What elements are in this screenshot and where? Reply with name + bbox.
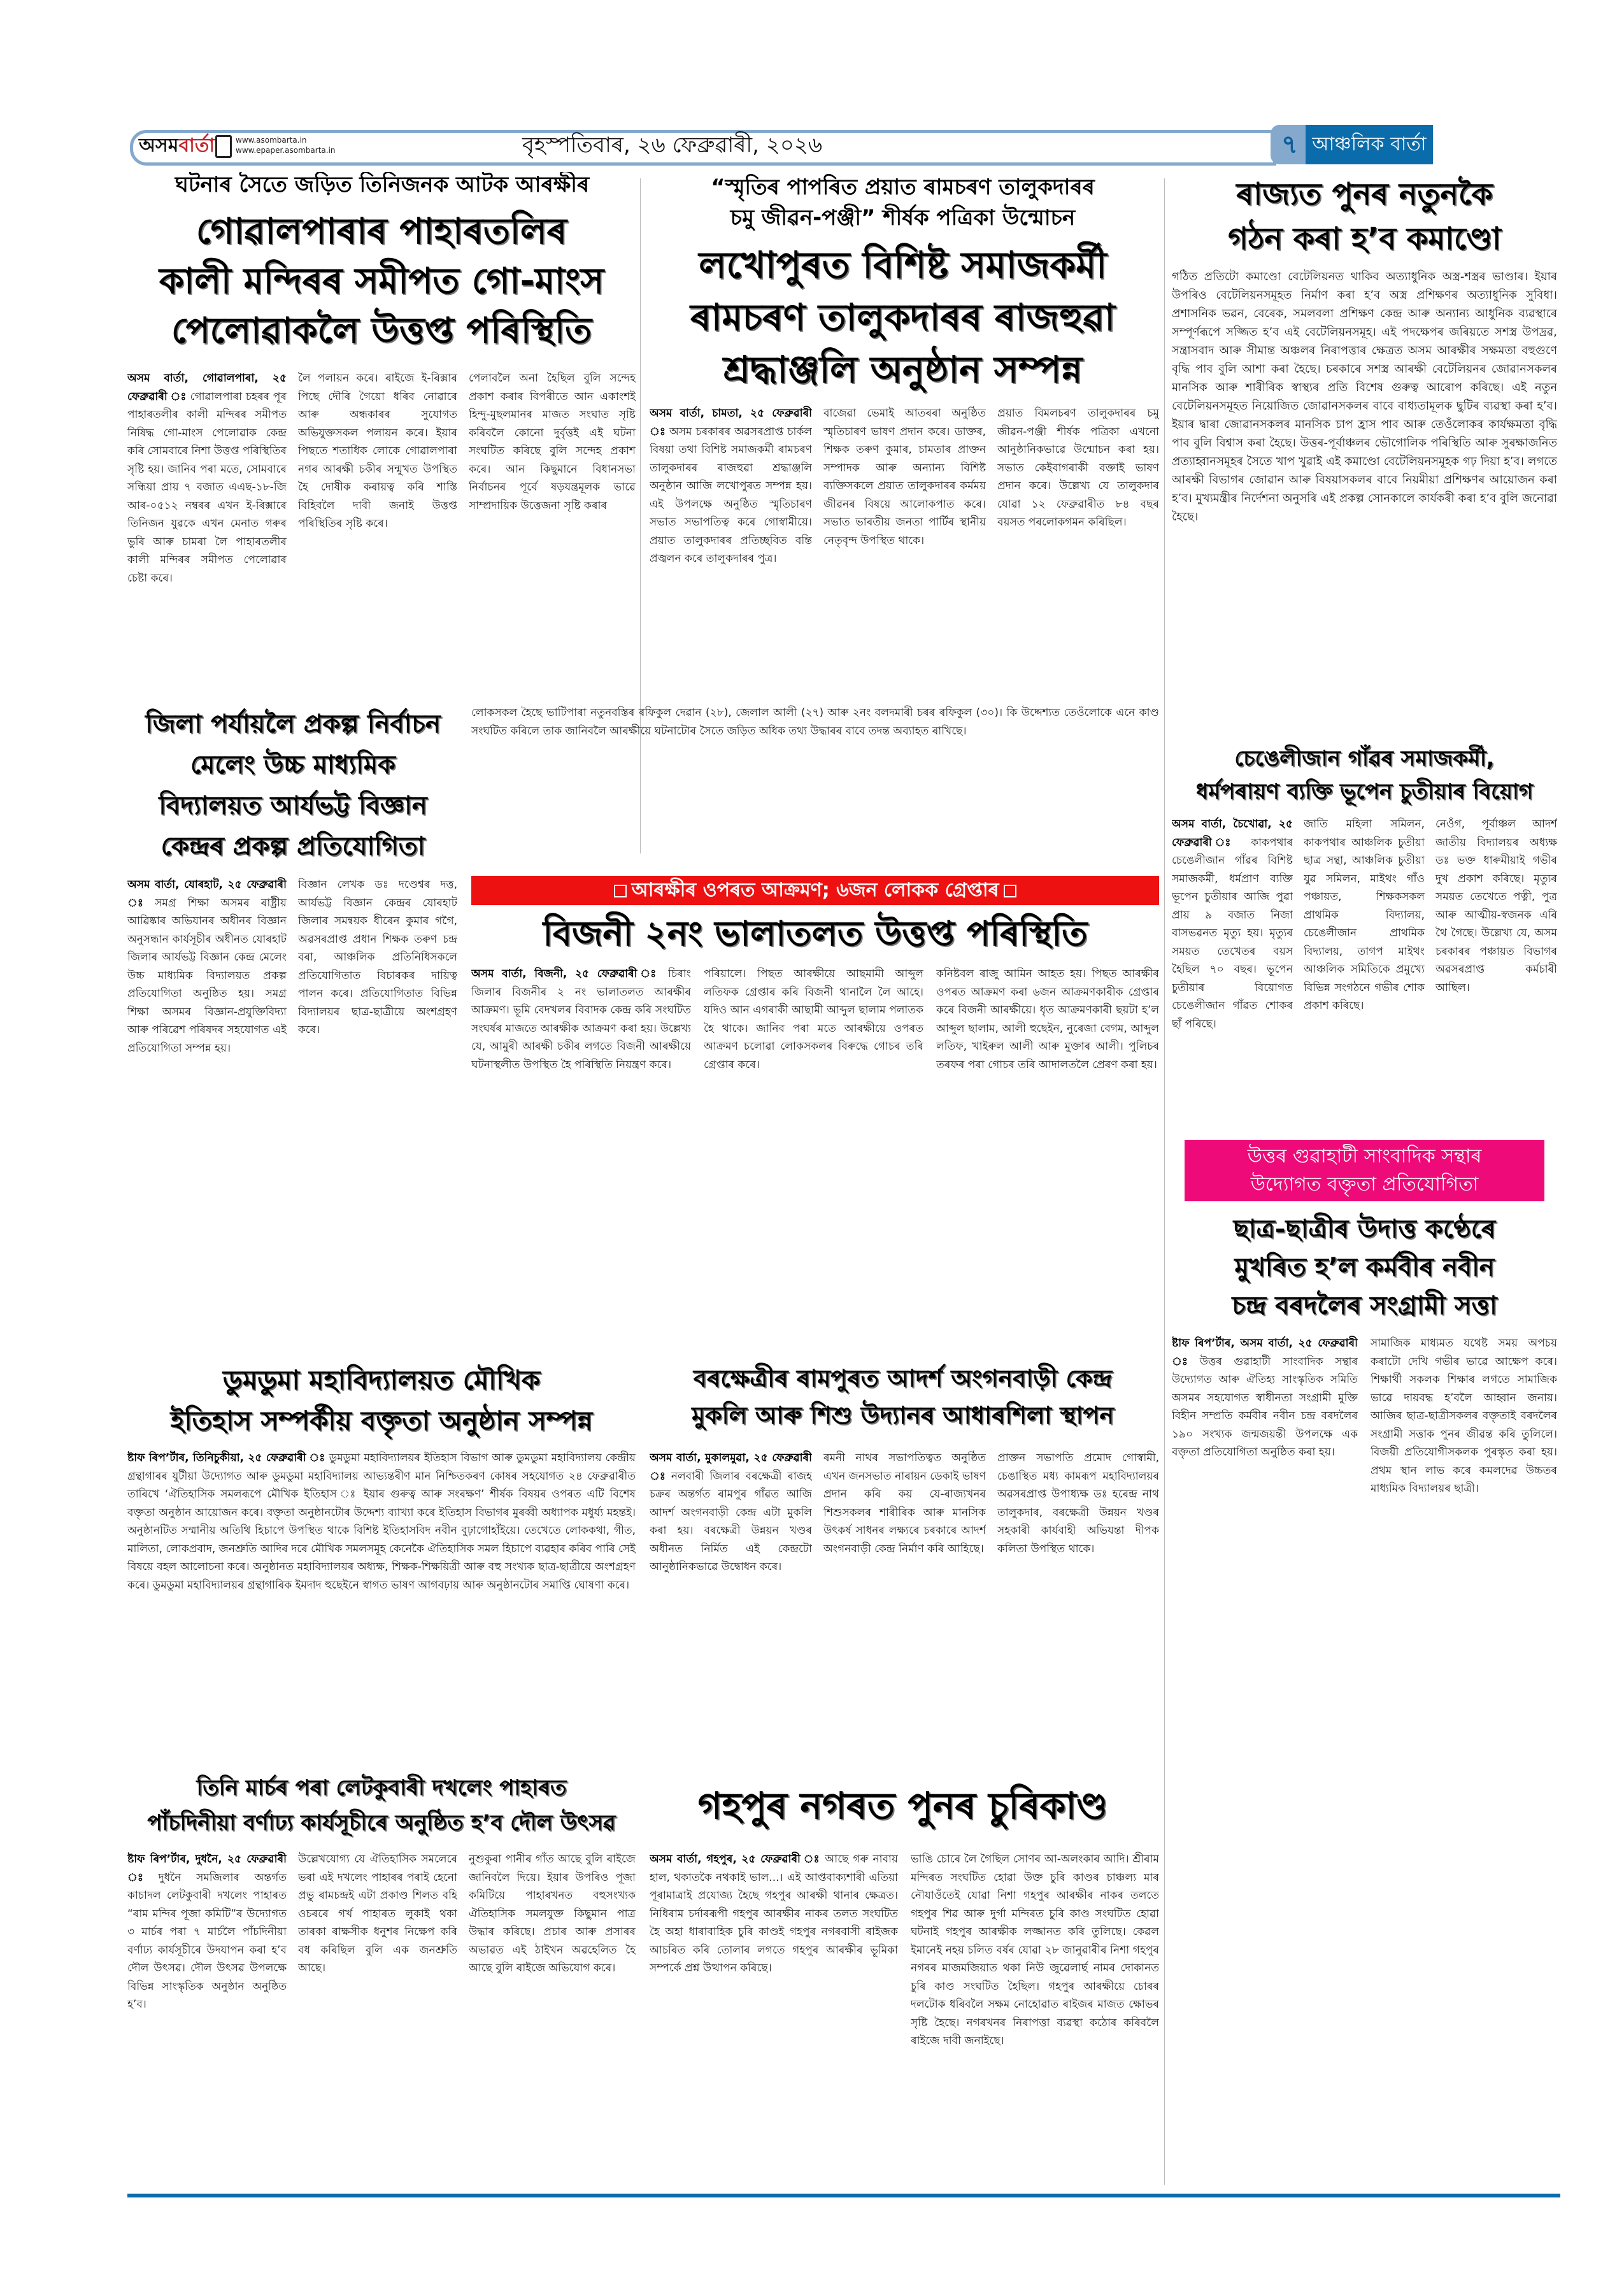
story-text: ডুমডুমা মহাবিদ্যালয়ৰ ইতিহাস বিভাগ আৰু ডুমডুমা মহাবিদ্যালয় কেন্দ্ৰীয় গ্ৰন্থাগাৰৰ যুটীয়া উদ্যোগত আৰু ডুমডুমা মহাবিদ্যালয় আভ্যন্তৰীণ মান নিশ্চিতকৰণ কোষৰ সহযোগত ২৪ ফেব্ৰুৱাৰীত তাৰিখে ‘ঐতিহাসিক সমলৰূপে মৌখিক ইতিহাস ঃ ইয়াৰ গুৰুত্ব আৰু সংৰক্ষণ’ শীৰ্ষক বিষয়ৰ ওপৰত এটি বিশেষ বক্তৃতা অনুষ্ঠান আয়োজন কৰে। বক্তৃতা অনুষ্ঠানটোৰ উদ্দেশ্য ব্যাখ্যা কৰে ইতিহাস বিভাগৰ মুৰব্বী অধ্যাপক মধুৰ্য্য মহন্তই। অনুষ্ঠানটিত সম্মানীয় অতিথি হিচাপে উপস্থিত থাকে বিশিষ্ট ইতিহাসবিদ নবীন বুঢ়াগোহাঁইয়ে। তেখেতে লোককথা, গীত, মালিতা, লোকপ্ৰবাদ, জনশ্ৰুতি আদিৰ দৰে মৌখিক সমলসমূহ কেনেকৈ ঐতিহাসিক সমল হিচাপে ব্যৱহাৰ কৰিব পাৰি সেই বিষয়ে বহল আলোচনা কৰে। অনুষ্ঠানত মহাবিদ্যালয়ৰ অধ্যক্ষ, শিক্ষক-শিক্ষয়িত্ৰী আৰু বহু সংখ্যক ছাত্ৰ-ছাত্ৰীয়ে অংশগ্ৰহণ কৰে। ডুমডুমা মহাবিদ্যালয়ৰ গ্ৰন্থাগাৰিক ইমদাদ হুছেইনে স্বাগত ভাষণ আগবঢ়ায় আৰু অনুষ্ঠানটোৰ সমাপ্তি ঘোষণা কৰে। bbox=[127, 1452, 636, 1592]
headline-line: মুকলি আৰু শিশু উদ্যানৰ আধাৰশিলা স্থাপন bbox=[691, 1401, 1115, 1429]
story-body-column bbox=[127, 369, 287, 696]
headline-line: মেলেং উচ্চ মাধ্যমিক bbox=[190, 750, 396, 780]
story-text: অসম চৰকাৰৰ অৱসৰপ্ৰাপ্ত চাৰ্কল বিষয়া তথা বিশিষ্ট সমাজকৰ্মী ৰামচৰণ তালুকদাৰৰ ৰাজহুৱা শ্ৰদ্ধাঞ্জলি অনুষ্ঠান আজি লখোপুৰত সম্পন্ন হয়। এই উপলক্ষে অনুষ্ঠিত স্মৃতিচাৰণ সভাত সভাপতিত্ব কৰে গোস্বামীয়ে। প্ৰয়াত তালুকদাৰৰ প্ৰতিচ্ছবিত বন্তি প্ৰজ্বলন কৰে তালুকদাৰৰ পুত্ৰ। bbox=[650, 425, 812, 565]
story-text: উত্তৰ গুৱাহাটী সাংবাদিক সন্থাৰ উদ্যোগত আৰু ঐতিহ্য সাংস্কৃতিক সমিতি অসমৰ সহযোগত স্বাধীনতা সংগ্ৰামী মুক্তি বিহীন সম্প্ৰতি কৰ্মবীৰ নবীন চন্দ্ৰ বৰদলৈৰ ১৯০ সংখ্যক জন্মজয়ন্তী উপলক্ষে এক বক্তৃতা প্ৰতিযোগিতা অনুষ্ঠিত কৰা হয়। bbox=[1172, 1355, 1358, 1459]
headline-line: মুখৰিত হ’ল কৰ্মবীৰ নবীন bbox=[1234, 1253, 1495, 1282]
story-dateline: অসম বাৰ্তা, গোৱালপাৰা, ২৫ ফেব্ৰুৱাৰী ঃ bbox=[127, 372, 287, 403]
story-headline: গহপুৰ নগৰত পুনৰ চুৰিকাণ্ড bbox=[697, 1784, 1108, 1827]
headline-line: চেঙেলীজান গাঁৱৰ সমাজকৰ্মী, bbox=[1234, 746, 1495, 771]
story-body-column: লোকসকল হৈছে ভাটিপাৰা নতুনবস্তিৰ ৰফিকুল দেৱান (২৮), জেলাল আলী (২৭) আৰু ২নং বলদমাৰী চৰৰ ৰফিকুল (৩০)। কি উদ্দেশ্যত তেওঁলোকে এনে কাণ্ড সংঘটিত কৰিলে তাক জানিবলৈ আৰক্ষীয়ে ঘটনাটোৰ সৈতে জড়িত অধিক তথ্য উদ্ধাৰৰ বাবে তদন্ত অব্যাহত ৰাখিছে। bbox=[471, 706, 1159, 738]
story-text: গহপুৰ আৰক্ষীয়ে চোৰৰ দলটোক ধৰিবলৈ সক্ষম নোহোৱাত ৰাইজৰ মাজত ক্ষোভৰ সৃষ্টি হৈছে। নগৰখনৰ নিৰাপত্তা ব্যৱস্থা কঠোৰ কৰিবলৈ ৰাইজে দাবী জনাইছে। bbox=[911, 1980, 1159, 2047]
story-text: কাকপথাৰ চেঙেলীজান গাঁৱৰ বিশিষ্ট সমাজকৰ্মী, ধৰ্মপ্ৰাণ ব্যক্তি ভূপেন চুতীয়াৰ আজি পুৱা প্ৰায় ৯ বজাত নিজা বাসভৱনত মৃত্যু হয়। মৃত্যুৰ সময়ত তেখেতৰ বয়স হৈছিল ৭০ বছৰ। ভূপেন চুতীয়াৰ বিয়োগত চেঙেলীজান গাঁৱত শোকৰ ছাঁ পৰিছে। bbox=[1172, 836, 1293, 1031]
story-kicker: ঘটনাৰ সৈতে জড়িত তিনিজনক আটক আৰক্ষীৰ bbox=[175, 172, 590, 197]
headline-line: ৰাজ্যত পুনৰ নতুনকৈ bbox=[1236, 176, 1493, 212]
story-body-column bbox=[127, 876, 287, 1348]
story-body-column bbox=[650, 1449, 812, 1758]
story-text: সমগ্ৰ শিক্ষা অসমৰ ৰাষ্ট্ৰীয় আৱিষ্কাৰ অভিযানৰ অধীনৰ বিজ্ঞান অনুসন্ধান কাৰ্যসূচীৰ অধীনত যোৰহাট জিলাৰ আৰ্যভট্ট বিজ্ঞান কেন্দ্ৰ মেলেং উচ্চ মাধ্যমিক বিদ্যালয়ত প্ৰকল্প প্ৰতিযোগিতা অনুষ্ঠিত হয়। সমগ্ৰ শিক্ষা অসমৰ বিজ্ঞান-প্ৰযুক্তিবিদ্যা আৰু পৰিৱেশ পৰিষদৰ সহযোগত এই প্ৰতিযোগিতা সম্পন্ন হয়। bbox=[127, 896, 287, 1055]
newspaper-page bbox=[127, 121, 1560, 2197]
story-body-column: বিজ্ঞান লেখক ডঃ দণ্ডেশ্বৰ দত্ত, আৰ্যভট্ট বিজ্ঞান কেন্দ্ৰৰ যোৰহাট জিলাৰ সমন্বয়ক ধীৰেন কুমাৰ গগৈ, অৱসৰপ্ৰাপ্ত প্ৰধান শিক্ষক তৰুণ চন্দ্ৰ বৰা, আঞ্চলিক প্ৰতিনিধিসকলে প্ৰতিযোগিতাত বিচাৰকৰ দায়িত্ব পালন কৰে। প্ৰতিযোগিতাত বিভিন্ন বিদ্যালয়ৰ ছাত্ৰ-ছাত্ৰীয়ে অংশগ্ৰহণ কৰে। bbox=[298, 878, 457, 1036]
story-banner bbox=[471, 876, 1159, 905]
story-body-column: ৰমনী নাথৰ সভাপতিত্বত অনুষ্ঠিত এখন জনসভাত নাৰায়ন ডেকাই ভাষণ প্ৰদান কৰি কয় যে-ৰাজ্যখনৰ শিশুসকলৰ শাৰীৰিক আৰু মানসিক উৎকৰ্ষ সাধনৰ লক্ষ্যৰে চৰকাৰে আদৰ্শ অংগনবাড়ী কেন্দ্ৰ নিৰ্মাণ কৰি আহিছে। bbox=[823, 1452, 986, 1555]
story-headline bbox=[1172, 742, 1557, 808]
bullet-box-icon bbox=[614, 885, 627, 897]
story-dateline: অসম বাৰ্তা, চামতা, ২৫ ফেব্ৰুৱাৰী ঃ bbox=[650, 407, 812, 438]
story-body-column: লৈ পলায়ন কৰে। ৰাইজে ই-ৰিক্সাৰ পিছে দৌৰি গৈয়ো ধৰিব নোৱাৰে আৰু অন্ধকাৰৰ সুযোগত অভিযুক্তসকল পলায়ন কৰে। ইয়াৰ পিছতে শতাধিক লোকে গোৱালপাৰা নগৰ আৰক্ষী চকীৰ সন্মুখত উপস্থিত হৈ দোষীক কৰায়ত্ব কৰি শাস্তি বিহিবলৈ দাবী জনাই উত্তপ্ত পৰিস্থিতিৰ সৃষ্টি কৰে। bbox=[298, 372, 457, 530]
headline-line: শ্ৰদ্ধাঞ্জলি অনুষ্ঠান সম্পন্ন bbox=[723, 348, 1083, 391]
story-body-column: কনিষ্টবল ৰাজু আমিন আহত হয়। পিছত আৰক্ষীৰ ওপৰত আক্ৰমণ কৰা ৬জন আক্ৰমণকাৰীক গ্ৰেপ্তাৰ কৰে বিজনী আৰক্ষীয়ে। ধৃত আক্ৰমণকাৰী ছয়টা হ’ল আব্দুল ছালাম, আলী হুছেইন, নুৰেজা বেগম, আব্দুল লতিফ, খাইৰুল আলী আৰু মুক্তাৰ আলী। পুলিচৰ তৰফৰ পৰা গোচৰ তৰি আদালতলৈ প্ৰেৰণ কৰা হয়। bbox=[936, 968, 1159, 1071]
story-body-column bbox=[650, 1850, 898, 2177]
headline-line: ছাত্ৰ-ছাত্ৰীৰ উদাত্ত কণ্ঠেৰে bbox=[1233, 1215, 1496, 1244]
story-text: আছে গৰু নাবায় হাল, থকাতকৈ নথকাই ভাল...। এই আপ্তবাক্যশাৰী এতিয়া পূৰামাত্ৰাই প্ৰযোজ্য হৈছে গহপুৰ আৰক্ষী থানাৰ ক্ষেত্ৰত। নিধিৰাম চৰ্দাৰৰূপী গহপুৰ আৰক্ষীৰ নাকৰ তলত সংঘটিত হৈ অহা ধাৰাবাহিক চুৰি কাণ্ডই গহপুৰ নগৰবাসী ৰাইজক আচৰিত কৰি তোলাৰ লগতে গহপুৰ আৰক্ষীৰ ভূমিকা সম্পৰ্কে প্ৰশ্ন উত্থাপন কৰিছে। bbox=[650, 1853, 898, 1975]
headline-line: বৰক্ষেত্ৰীৰ ৰামপুৰত আদৰ্শ অংগনবাড়ী কেন্দ্ৰ bbox=[693, 1364, 1113, 1392]
headline-line: ইতিহাস সম্পৰ্কীয় বক্তৃতা অনুষ্ঠান সম্পন্ন bbox=[170, 1405, 593, 1436]
story-body-column: পৰিয়ালে। পিছত আৰক্ষীয়ে আছমামী আব্দুল লতিফক গ্ৰেপ্তাৰ কৰি বিজনী থানালৈ লৈ আহে। যদিও আন এগৰাকী আছামী আব্দুল ছালাম পলাতক হৈ থাকে। জানিব পৰা মতে আৰক্ষীয়ে ওপৰত আক্ৰমণ চলোৱা লোকসকলৰ বিৰুদ্ধে গোচৰ তৰি গ্ৰেপ্তাৰ কৰে। bbox=[704, 968, 923, 1071]
headline-line: বিদ্যালয়ত আৰ্যভট্ট বিজ্ঞান bbox=[159, 791, 427, 820]
story-dateline: ষ্টাফ ৰিপ’ৰ্টাৰ, তিনিচুকীয়া, ২৫ ফেব্ৰুৱাৰী ঃ bbox=[127, 1452, 325, 1464]
story-dateline: অসম বাৰ্তা, মুকালমুৱা, ২৫ ফেব্ৰুৱাৰী ঃ bbox=[650, 1452, 812, 1483]
story-headline bbox=[127, 207, 636, 360]
headline-line: ৰামচৰণ তালুকদাৰৰ ৰাজহুৱা bbox=[690, 296, 1115, 339]
story-body-column: নেওঁগ, পূৰ্বাঞ্চল আদৰ্শ জাতীয় বিদ্যালয়ৰ অধ্যক্ষ ডঃ ভক্ত ধাৰুমীয়াই গভীৰ দুখ প্ৰকাশ কৰিছে। মৃত্যুৰ সময়ত তেখেতে পত্নী, পুত্ৰ আৰু আত্মীয়-স্বজনক এৰি থৈ গৈছে। উল্লেখ্য যে, অসম চৰকাৰৰ পঞ্চায়ত বিভাগৰ অৱসৰপ্ৰাপ্ত কৰ্মচাৰী আছিল। bbox=[1435, 818, 1557, 994]
banner-text: আৰক্ষীৰ ওপৰত আক্ৰমণ; ৬জন লোকক গ্ৰেপ্তাৰ bbox=[631, 879, 999, 901]
story-body-column bbox=[911, 1850, 1159, 2177]
story-dateline: অসম বাৰ্তা, যোৰহাট, ২৫ ফেব্ৰুৱাৰী ঃ bbox=[127, 878, 287, 910]
headline-line: গোৱালপাৰাৰ পাহাৰতলিৰ bbox=[196, 211, 567, 252]
story-kicker bbox=[646, 172, 1159, 233]
headline-line: গঠন কৰা হ’ব কমাণ্ডো bbox=[1228, 221, 1501, 257]
story-body-column: নুশুকুৰা পানীৰ গাঁত আছে বুলি ৰাইজে জানিবলৈ দিয়ে। ইয়াৰ উপৰিও পূজা কমিটিয়ে পাহাৰখনত বহুসংখ্যক ঐতিহাসিক সমলযুক্ত কিছুমান পাত্ৰ উদ্ধাৰ কৰিছে। প্ৰচাৰ আৰু প্ৰসাৰৰ অভাৱত এই ঠাইখন অৱহেলিত হৈ আছে বুলি ৰাইজে অভিযোগ কৰে। bbox=[469, 1853, 636, 1975]
story-headline bbox=[1172, 1210, 1557, 1325]
story-body-column bbox=[1172, 815, 1293, 1124]
headline-line: কেন্দ্ৰৰ প্ৰকল্প প্ৰতিযোগিতা bbox=[160, 832, 425, 861]
story-text: চিৰাং জিলাৰ বিজনীৰ ২ নং ভালাতলত আৰক্ষীৰ আক্ৰমণ। ভূমি বেদখলৰ বিবাদক কেন্দ্ৰ কৰি সংঘটিত সংঘৰ্ষৰ মাজতে আৰক্ষীক আক্ৰমণ কৰা হয়। উল্লেখ্য যে, আমুৰী আৰক্ষী চকীৰ লগতে বিজনী আৰক্ষীয়ে ঘটনাস্থলীত উপস্থিত হৈ পৰিস্থিতি নিয়ন্ত্ৰণ কৰে। bbox=[471, 968, 691, 1071]
story-headline bbox=[646, 1360, 1159, 1434]
headline-line: পাঁচদিনীয়া বৰ্ণাঢ্য কাৰ্যসূচীৰে অনুষ্ঠিত হ’ব দৌল উৎসৱ bbox=[147, 1810, 616, 1836]
website-url[interactable]: www.asombarta.in bbox=[236, 136, 307, 145]
issue-date: বৃহস্পতিবাৰ, ২৬ ফেব্ৰুৱাৰী, ২০২৬ bbox=[522, 132, 823, 158]
story-headline bbox=[127, 704, 459, 867]
website-urls bbox=[236, 135, 336, 155]
story-text: গোৱালপাৰা চহৰৰ পূৰ পাহাৰতলীৰ কালী মন্দিৰৰ সমীপত নিষিদ্ধ গো-মাংস পেলোৱাক কেন্দ্ৰ কৰি সোমবাৰে নিশা উত্তপ্ত পৰিস্থিতিৰ সৃষ্টি হয়। জানিব পৰা মতে, সোমবাৰে সন্ধিয়া প্ৰায় ৭ বজাত এএছ-১৮-জি আৰ-০৫১২ নম্বৰৰ এখন ই-ৰিক্সাৰে তিনিজন যুৱকে এখন মেনাত গৰুৰ ভুৰি আৰু চামৰা লৈ পাহাৰতলীৰ কালী মন্দিৰৰ সমীপত পেলোৱাৰ চেষ্টা কৰে। bbox=[127, 390, 287, 585]
story-body-column: প্ৰয়াত বিমলচৰণ তালুকদাৰৰ চমু জীৱন-পঞ্জী শীৰ্ষক পত্ৰিকা এখনো আনুষ্ঠানিকভাৱে উন্মোচন কৰা হয়। সভাত কেইবাগৰাকী বক্তাই ভাষণ প্ৰদান কৰে। উল্লেখ্য যে তালুকদাৰ যোৱা ১২ ফেব্ৰুৱাৰীত ৮৪ বছৰ বয়সত পৰলোকগমন কৰিছিল। bbox=[997, 407, 1159, 529]
logo-text-accent: বাৰ্তা bbox=[178, 134, 215, 157]
device-icon bbox=[215, 135, 232, 158]
page-number: ৭ bbox=[1271, 125, 1309, 164]
bullet-box-icon bbox=[1004, 885, 1016, 897]
headline-line: পেলোৱাকলৈ উত্তপ্ত পৰিস্থিতি bbox=[171, 310, 592, 352]
story-body-column: সামাজিক মাধ্যমত যথেষ্ট সময় অপচয় কৰাটো দেখি গভীৰ ভাৱে আক্ষেপ কৰে। শিক্ষাৰ্থী সকলক শিক্ষাৰ লগতে সামাজিক ভাৱে দায়বদ্ধ হ’বলৈ আহ্বান জনায়। আজিৰ ছাত্ৰ-ছাত্ৰীসকলৰ বক্তৃতাই বৰদলৈৰ সংগ্ৰামী সত্তাক পুনৰ জীৱন্ত কৰি তুলিলে। বিজয়ী প্ৰতিযোগীসকলক পুৰস্কৃত কৰা হয়। প্ৰথম স্থান লাভ কৰে কমলদেৱ উচ্চতৰ মাধ্যমিক বিদ্যালয়ৰ ছাত্ৰী। bbox=[1371, 1337, 1557, 1495]
story-dateline: ষ্টাফ ৰিপ’ৰ্টাৰ, দুধনৈ, ২৫ ফেব্ৰুৱাৰী ঃ bbox=[127, 1853, 287, 1884]
headline-line: চন্দ্ৰ বৰদলৈৰ সংগ্ৰামী সত্তা bbox=[1232, 1291, 1497, 1320]
headline-line: তিনি মাৰ্চৰ পৰা লেটকুবাৰী দখলেং পাহাৰত bbox=[196, 1775, 567, 1801]
headline-line: লখোপুৰত বিশিষ্ট সমাজকৰ্মী bbox=[699, 243, 1107, 287]
story-body-column bbox=[471, 965, 691, 1346]
kicker-line: চমু জীৱন-পঞ্জী” শীৰ্ষক পত্ৰিকা উন্মোচন bbox=[730, 205, 1076, 231]
banner-line: উত্তৰ গুৱাহাটী সাংবাদিক সন্থাৰ bbox=[1247, 1145, 1482, 1168]
story-text: দুধনৈ সমজিলাৰ অন্তৰ্গত কাচাদল লেটকুবাৰী দখলেং পাহাৰত “ৰাম মন্দিৰ পূজা কমিটি”ৰ উদ্যোগত ৩ মাৰ্চৰ পৰা ৭ মাৰ্চলৈ পাঁচদিনীয়া বৰ্ণাঢ্য কাৰ্যসূচীৰে উদযাপন কৰা হ’ব দৌল উৎসৱ। দৌল উৎসৱ উপলক্ষে বিভিন্ন সাংস্কৃতিক অনুষ্ঠান অনুষ্ঠিত হ’ব। bbox=[127, 1871, 287, 2011]
story-body-column: প্ৰাক্তন সভাপতি প্ৰমোদ গোস্বামী, চেঙাস্থিত মধ্য কামৰূপ মহাবিদ্যালয়ৰ অৱসৰপ্ৰাপ্ত উপাধ্যক্ষ ডঃ হৰেন্দ্ৰ নাথ তালুকদাৰ, বৰক্ষেত্ৰী উন্নয়ন খণ্ডৰ সহকাৰী কাৰ্যবাহী অভিযন্তা দীপক কলিতা উপস্থিত থাকে। bbox=[997, 1452, 1159, 1555]
story-headline bbox=[127, 1360, 636, 1441]
headline-line: ডুমডুমা মহাবিদ্যালয়ত মৌখিক bbox=[222, 1364, 541, 1396]
story-body-column: পেলাবলৈ অনা হৈছিল বুলি সন্দেহ প্ৰকাশ কৰাৰ বিপৰীতে আন একাংশই হিন্দু-মুছলমানৰ মাজত সংঘাত সৃষ্টি কৰিবলৈ কোনো দুৰ্বৃত্তই এই ঘটনা সংঘটিত কৰিছে বুলি সন্দেহ প্ৰকাশ কৰে। আন কিছুমানে বিধানসভা নিৰ্বাচনৰ পূৰ্বে ষড়যন্ত্ৰমূলক ভাৱে সাম্প্ৰদায়িক উত্তেজনা সৃষ্টি কৰাৰ bbox=[469, 372, 636, 512]
story-dateline: অসম বাৰ্তা, বিজনী, ২৫ ফেব্ৰুৱাৰী ঃ bbox=[471, 968, 660, 980]
newspaper-logo bbox=[139, 135, 215, 157]
column-divider bbox=[1164, 178, 1165, 2185]
story-dateline: অসম বাৰ্তা, গহপুৰ, ২৫ ফেব্ৰুৱাৰী ঃ bbox=[650, 1853, 821, 1866]
story-banner bbox=[1185, 1140, 1544, 1201]
banner-line: উদ্যোগত বক্তৃতা প্ৰতিযোগিতা bbox=[1250, 1173, 1479, 1196]
story-dateline: অসম বাৰ্তা, চৈখোৱা, ২৫ ফেব্ৰুৱাৰী ঃ bbox=[1172, 818, 1293, 849]
page-bottom-rule bbox=[127, 2194, 1560, 2197]
story-headline: বিজনী ২নং ভালাতলত উত্তপ্ত পৰিস্থিতি bbox=[543, 913, 1088, 954]
story-text: ভাঙি চোৰে লৈ গৈছিল সোণৰ আ-অলংকাৰ আদি। শ্ৰীৰাম মন্দিৰত সংঘটিত হোৱা উক্ত চুৰি কাণ্ডৰ চাঞ্চল্য মাৰ নৌযাওঁতেই যোৱা নিশা গহপুৰ আৰক্ষীৰ নাকৰ তলতে গহপুৰ শিৱ আৰু দুৰ্গা মন্দিৰত চুৰি কাণ্ড সংঘটিত হোৱা ঘটনাই গহপুৰ আৰক্ষীক লজ্জানত কৰি তুলিছে। কেৱল ইমানেই নহয় চলিত বৰ্ষৰ যোৱা ২৮ জানুৱাৰীৰ নিশা গহপুৰ নগৰৰ মাজমজিয়াত থকা নিউ জুৱেলাৰ্ছ নামৰ দোকানত চুৰি কাণ্ড সংঘটিত হৈছিল। bbox=[911, 1853, 1159, 1993]
story-body-column: জাতি মহিলা সমিলন, কাকপথাৰ আঞ্চলিক চুতীয়া ছাত্ৰ সন্থা, আঞ্চলিক চুতীয়া যুৱ সমিলন, মাইথং গাঁও পঞ্চায়ত, শিক্ষকসকল প্ৰাথমিক বিদ্যালয়, চেঙেলীজান প্ৰাথমিক বিদ্যালয়, তাগপ মাইথং আঞ্চলিক সমিতিকে প্ৰমুখ্যে বিভিন্ন সংগঠনে গভীৰ শোক প্ৰকাশ কৰিছে। bbox=[1304, 818, 1425, 1012]
headline-line: ধৰ্মপৰায়ণ ব্যক্তি ভূপেন চুতীয়াৰ বিয়োগ bbox=[1196, 779, 1533, 804]
story-headline bbox=[1172, 172, 1557, 261]
story-body-column: উল্লেখযোগ্য যে ঐতিহাসিক সমলেৰে ভৰা এই দখলেং পাহাৰৰ পৰাই হেনো প্ৰভু ৰামচন্দ্ৰই এটা প্ৰকাণ্ড শিলত বহি ওচৰৰে গৰ্খ পাহাৰত লুকাই থকা তাৰকা ৰাক্ষসীক ধনুশৰ নিক্ষেপ কৰি বধ কৰিছিল বুলি এক জনশ্ৰুতি আছে। bbox=[298, 1853, 457, 1975]
story-body-column: বাজেৱা ভেমাই আতৰৰা অনুষ্ঠিত স্মৃতিচাৰণ ভাষণ প্ৰদান কৰে। ডাক্তৰ, শিক্ষক তৰুণ কুমাৰ, চামতাৰ প্ৰাক্তন সম্পাদক আৰু অন্যান্য বিশিষ্ট ব্যক্তিসকলে প্ৰয়াত তালুকদাৰৰ কৰ্মময় জীৱনৰ বিষয়ে আলোকপাত কৰে। সভাত ভাৰতীয় জনতা পাৰ্টিৰ স্থানীয় নেতৃবৃন্দ উপস্থিত থাকে। bbox=[823, 407, 986, 547]
epaper-url[interactable]: www.epaper.asombarta.in bbox=[236, 146, 336, 155]
story-body-column bbox=[127, 1449, 636, 1758]
story-headline bbox=[646, 239, 1159, 396]
story-text: নলবাৰী জিলাৰ বৰক্ষেত্ৰী ৰাজহ চক্ৰৰ অন্তৰ্গত ৰামপুৰ গাঁৱত আজি আদৰ্শ অংগনবাড়ী কেন্দ্ৰ এটা মুকলি কৰা হয়। বৰক্ষেত্ৰী উন্নয়ন খণ্ডৰ অধীনত নিৰ্মিত এই কেন্দ্ৰটো আনুষ্ঠানিকভাৱে উদ্বোধন কৰে। bbox=[650, 1469, 812, 1573]
kicker-line: “স্মৃতিৰ পাপৰিত প্ৰয়াত ৰামচৰণ তালুকদাৰৰ bbox=[711, 175, 1095, 200]
masthead bbox=[127, 121, 1560, 167]
headline-line: জিলা পৰ্যায়লৈ প্ৰকল্প নিৰ্বাচন bbox=[145, 710, 441, 739]
story-headline bbox=[127, 1771, 636, 1841]
story-body-column bbox=[650, 404, 812, 695]
story-body-column bbox=[127, 1850, 287, 2177]
story-body-column bbox=[1172, 1334, 1358, 2178]
story-dateline: ষ্টাফ ৰিপ’ৰ্টাৰ, অসম বাৰ্তা, ২৫ ফেব্ৰুৱাৰী ঃ bbox=[1172, 1337, 1358, 1368]
section-title: আঞ্চলিক বাৰ্তা bbox=[1306, 125, 1433, 164]
headline-line: কালী মন্দিৰৰ সমীপত গো-মাংস bbox=[159, 261, 604, 302]
story-body-column: গঠিত প্ৰতিটো কমাণ্ডো বেটেলিয়নত থাকিব অত্যাধুনিক অস্ত্ৰ-শস্ত্ৰৰ ভাণ্ডাৰ। ইয়াৰ উপৰিও বেটেলিয়নসমূহত নিৰ্মাণ কৰা হ’ব অস্ত্ৰ প্ৰশিক্ষণৰ অত্যাধুনিক সুবিধা। প্ৰশাসনিক ভৱন, বেৰেক, সমলবলা প্ৰশিক্ষণ কেন্দ্ৰ আৰু অন্যান্য আধুনিক ব্যৱস্থাৰে সম্পূৰ্ণৰূপে সজ্জিত হ’ব এই বেটেলিয়নসমূহ। এই পদক্ষেপৰ জৰিয়তে সশস্ত্ৰ উপদ্ৰৱ, সন্ত্ৰাসবাদ আৰু সীমান্ত অঞ্চলৰ নিৰাপত্তাৰ ক্ষেত্ৰত অসম আৰক্ষীৰ সক্ষমতা বহুগুণে বৃদ্ধি পাব বুলি আশা কৰা হৈছে। চৰকাৰে সশস্ত্ৰ আৰক্ষী বেটেলিয়নৰ জোৱানসকলৰ মানসিক আৰু শাৰীৰিক স্বাস্থ্যৰ প্ৰতি বিশেষ গুৰুত্ব আৰোপ কৰিছে। এই নতুন বেটেলিয়নসমূহত নিয়োজিত জোৱানসকলৰ বাবে বাধ্যতামূলক ছুটিৰ ব্যৱস্থা কৰা হ’ব। ইয়াৰ দ্বাৰা জোৱানসকলৰ মানসিক চাপ হ্ৰাস পাব আৰু তেওঁলোকৰ কাৰ্যক্ষমতা বৃদ্ধি পাব বুলি বিশ্বাস কৰা হৈছে। উত্তৰ-পূৰ্বাঞ্চলৰ ভৌগোলিক পৰিস্থিতি আৰু সুৰক্ষাজনিত প্ৰত্যাহ্বানসমূহৰ সৈতে খাপ খুৱাই এই কমাণ্ডো বেটেলিয়নসমূহক গঢ় দিয়া হ’ব। লগতে আৰক্ষী বিভাগৰ জোৱান আৰু বিষয়াসকলৰ বাবে নিয়মীয়া প্ৰশিক্ষণৰ আয়োজন কৰা হ’ব। মুখ্যমন্ত্ৰীৰ নিৰ্দেশনা অনুসৰি এই প্ৰকল্প সোনকালে কাৰ্যকৰী কৰা হ’ব বুলি জনোৱা হৈছে। bbox=[1172, 270, 1557, 524]
logo-text-primary: অসম bbox=[139, 134, 179, 157]
